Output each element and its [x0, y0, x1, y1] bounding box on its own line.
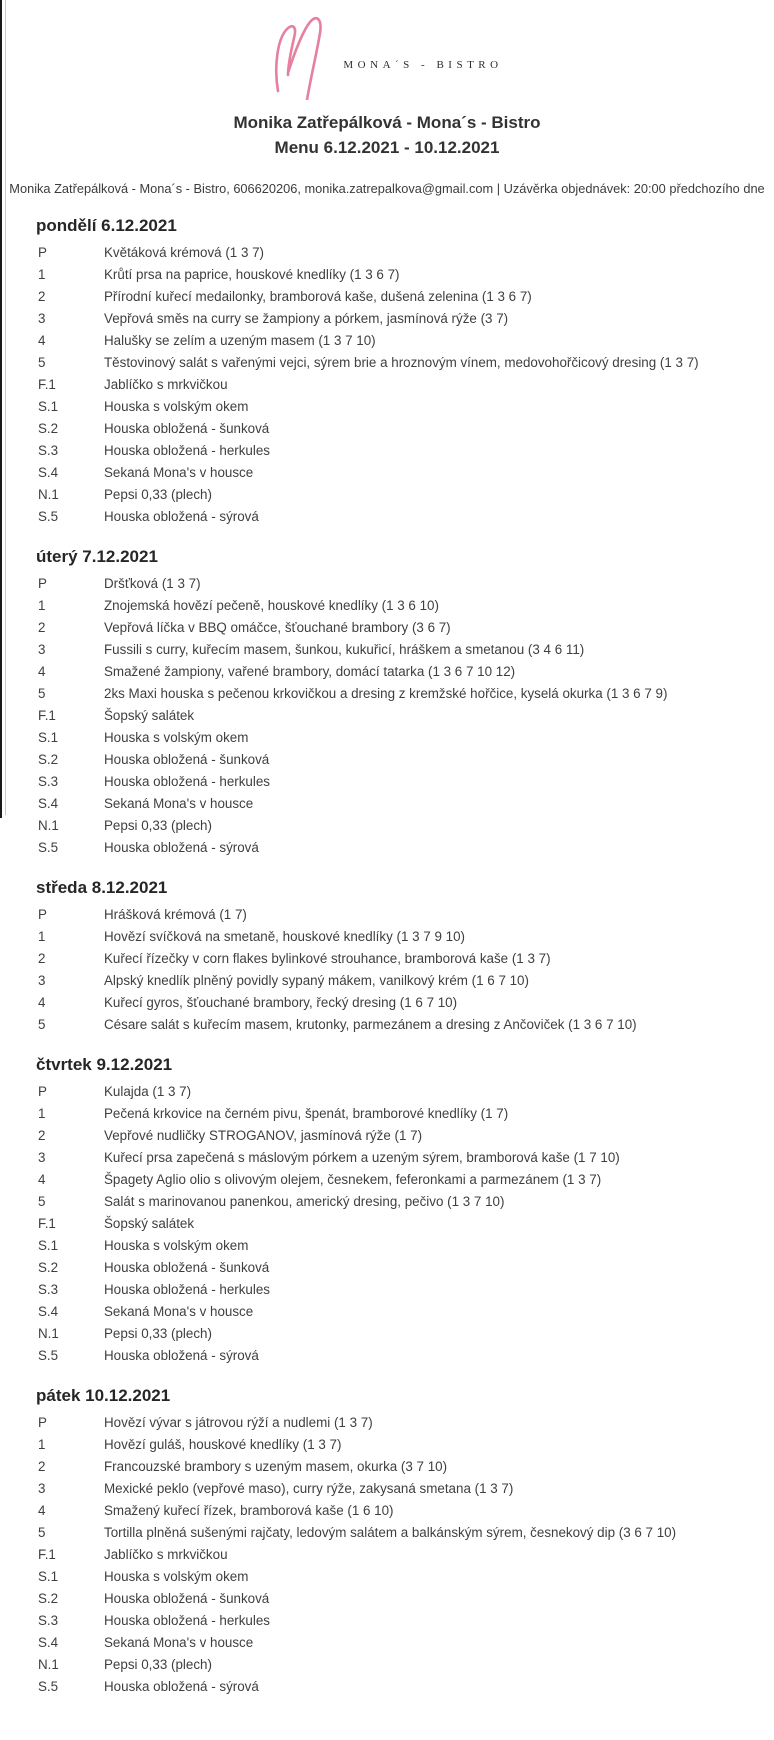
menu-item-row: [36, 1256, 774, 1278]
menu-item-row: [36, 373, 774, 395]
menu-item-text: Houska obložená - sýrová: [104, 1347, 259, 1363]
day-heading: úterý 7.12.2021: [36, 547, 158, 566]
menu-item-code: 3: [38, 641, 46, 657]
menu-item-code: N.1: [38, 1325, 59, 1341]
menu-item-row: [36, 682, 774, 704]
menu-item-text: Salát s marinovanou panenkou, americký dresing, pečivo (1 3 7 10): [104, 1193, 505, 1209]
menu-item-row: [36, 1168, 774, 1190]
menu-item-row: [36, 925, 774, 947]
menu-item-text: Sekaná Mona's v housce: [104, 1303, 254, 1319]
day-heading: čtvrtek 9.12.2021: [36, 1055, 173, 1074]
menu-item-row: [36, 814, 774, 836]
menu-item-code: 2: [38, 950, 46, 966]
menu-item-row: [36, 1653, 774, 1675]
menu-item-row: [36, 1631, 774, 1653]
menu-item-text: Pečená krkovice na černém pivu, špenát, bramborové knedlíky (1 7): [104, 1105, 509, 1121]
menu-item-code: 1: [38, 597, 46, 613]
menu-item-text: Jablíčko s mrkvičkou: [104, 376, 228, 392]
menu-item-code: 4: [38, 663, 46, 679]
menu-item-code: 5: [38, 1016, 46, 1032]
menu-item-code: S.3: [38, 1281, 59, 1297]
menu-item-text: Krůtí prsa na paprice, houskové knedlíky (1 3 6 7): [104, 266, 400, 282]
menu-item-row: [36, 616, 774, 638]
menu-item-code: 3: [38, 310, 46, 326]
menu-item-code: S.1: [38, 398, 59, 414]
menu-item-text: Hovězí guláš, houskové knedlíky (1 3 7): [104, 1436, 342, 1452]
menu-item-code: S.1: [38, 1568, 59, 1584]
menu-item-row: [36, 638, 774, 660]
menu-item-text: Smažené žampiony, vařené brambory, domácí tatarka (1 3 6 7 10 12): [104, 663, 516, 679]
menu-item-code: S.4: [38, 795, 59, 811]
menu-item-code: S.2: [38, 420, 59, 436]
menu-item-code: S.4: [38, 464, 59, 480]
menu-item-code: 4: [38, 1171, 46, 1187]
menu-item-text: Kuřecí prsa zapečená s máslovým pórkem a uzeným sýrem, bramborová kaše (1 7 10): [104, 1149, 620, 1165]
menu-item-row: [36, 1300, 774, 1322]
menu-item-text: Houska obložená - šunková: [104, 1259, 270, 1275]
page-title: Monika Zatřepálková - Mona´s - Bistro: [233, 113, 541, 132]
day-section: [0, 1055, 774, 1366]
menu-item-text: Houska obložená - herkules: [104, 773, 270, 789]
page-edge-line: [0, 0, 2, 818]
menu-item-row: [36, 307, 774, 329]
menu-item-text: Houska s volským okem: [104, 729, 249, 745]
menu-item-text: Kuřecí řízečky v corn flakes bylinkové strouhance, bramborová kaše (1 3 7): [104, 950, 551, 966]
menu-date-range: Menu 6.12.2021 - 10.12.2021: [274, 138, 500, 157]
menu-item-text: Hovězí svíčková na smetaně, houskové knedlíky (1 3 7 9 10): [104, 928, 465, 944]
menu-item-text: Pepsi 0,33 (plech): [104, 1656, 212, 1672]
contact-line: Monika Zatřepálková - Mona´s - Bistro, 606620206, monika.zatrepalkova@gmail.com | Uzávěrka objednávek: 20:00 předchozího dne: [9, 181, 765, 196]
menu-item-code: 1: [38, 266, 46, 282]
menu-item-row: [36, 947, 774, 969]
menu-item-code: P: [38, 1083, 47, 1099]
menu-item-row: [36, 1234, 774, 1256]
menu-item-row: [36, 1278, 774, 1300]
day-rows: [36, 241, 774, 527]
menu-item-row: [36, 1565, 774, 1587]
menu-item-text: Těstovinový salát s vařenými vejci, sýrem brie a hroznovým vínem, medovohořčicový dresing (1 3 7): [104, 354, 699, 370]
menu-item-code: 2: [38, 1127, 46, 1143]
menu-item-text: Špagety Aglio olio s olivovým olejem, česnekem, feferonkami a parmezánem (1 3 7): [104, 1171, 602, 1187]
menu-item-text: Pepsi 0,33 (plech): [104, 817, 212, 833]
menu-item-row: [36, 417, 774, 439]
menu-item-code: 5: [38, 1524, 46, 1540]
menu-item-row: [36, 505, 774, 527]
header: [0, 10, 774, 196]
menu-item-code: S.1: [38, 729, 59, 745]
menu-item-text: Vepřová směs na curry se žampiony a pórkem, jasmínová rýže (3 7): [104, 310, 509, 326]
menu-item-row: [36, 660, 774, 682]
menu-item-text: Sekaná Mona's v housce: [104, 1634, 254, 1650]
menu-item-row: [36, 903, 774, 925]
day-rows: [36, 1411, 774, 1697]
menu-item-code: S.5: [38, 508, 59, 524]
menu-item-text: Jablíčko s mrkvičkou: [104, 1546, 228, 1562]
menu-item-row: [36, 1146, 774, 1168]
menu-item-row: [36, 329, 774, 351]
menu-item-row: [36, 1080, 774, 1102]
menu-item-row: [36, 991, 774, 1013]
menu-item-row: [36, 594, 774, 616]
menu-item-row: [36, 770, 774, 792]
menu-item-code: 3: [38, 972, 46, 988]
day-rows: [36, 903, 774, 1035]
menu-item-text: Houska obložená - herkules: [104, 1281, 270, 1297]
day-section: [0, 878, 774, 1035]
menu-item-code: S.2: [38, 751, 59, 767]
menu-item-code: N.1: [38, 486, 59, 502]
menu-item-code: F.1: [38, 1546, 56, 1562]
menu-item-text: Hrášková krémová (1 7): [104, 906, 247, 922]
menu-item-text: Hovězí vývar s játrovou rýží a nudlemi (1 3 7): [104, 1414, 373, 1430]
menu-item-code: P: [38, 906, 47, 922]
menu-item-text: Přírodní kuřecí medailonky, bramborová kaše, dušená zelenina (1 3 6 7): [104, 288, 532, 304]
menu-item-code: S.2: [38, 1590, 59, 1606]
menu-item-code: 4: [38, 1502, 46, 1518]
menu-item-text: Houska obložená - šunková: [104, 751, 270, 767]
menu-item-row: [36, 1499, 774, 1521]
menu-item-text: Fussili s curry, kuřecím masem, šunkou, kukuřicí, hráškem a smetanou (3 4 6 11): [104, 641, 585, 657]
menu-item-row: [36, 1411, 774, 1433]
menu-item-text: Pepsi 0,33 (plech): [104, 486, 212, 502]
menu-item-text: Houska obložená - sýrová: [104, 839, 259, 855]
menu-item-text: 2ks Maxi houska s pečenou krkovičkou a dresing z kremžské hořčice, kyselá okurka (1 3 6 7 9): [104, 685, 668, 701]
menu-item-code: 5: [38, 685, 46, 701]
menu-item-text: Vepřová líčka v BBQ omáčce, šťouchané brambory (3 6 7): [104, 619, 451, 635]
menu-item-row: [36, 1190, 774, 1212]
menu-item-text: Vepřové nudličky STROGANOV, jasmínová rýže (1 7): [104, 1127, 423, 1143]
menu-item-text: Dršťková (1 3 7): [104, 575, 201, 591]
menu-item-row: [36, 572, 774, 594]
day-section: [0, 547, 774, 858]
menu-item-code: 1: [38, 928, 46, 944]
menu-item-row: [36, 748, 774, 770]
logo-caption: MONA´S - BISTRO: [343, 59, 503, 71]
menu-item-code: P: [38, 244, 47, 260]
day-rows: [36, 1080, 774, 1366]
menu-item-row: [36, 792, 774, 814]
menu-item-code: 1: [38, 1105, 46, 1121]
menu-item-text: Květáková krémová (1 3 7): [104, 244, 265, 260]
menu-item-code: S.3: [38, 1612, 59, 1628]
day-heading: středa 8.12.2021: [36, 878, 168, 897]
menu-item-text: Alpský knedlík plněný povidly sypaný mákem, vanilkový krém (1 6 7 10): [104, 972, 529, 988]
logo: [0, 10, 774, 102]
menu-item-code: S.3: [38, 773, 59, 789]
menu-item-row: [36, 439, 774, 461]
menu-item-row: [36, 1102, 774, 1124]
menu-item-code: 4: [38, 994, 46, 1010]
day-section: [0, 216, 774, 527]
menu-item-row: [36, 1124, 774, 1146]
menu-item-text: Tortilla plněná sušenými rajčaty, ledovým salátem a balkánským sýrem, česnekový dip (3 6 7 10): [104, 1524, 677, 1540]
menu-item-row: [36, 483, 774, 505]
menu-item-row: [36, 1477, 774, 1499]
menu-item-code: S.3: [38, 442, 59, 458]
menu-item-row: [36, 285, 774, 307]
menu-item-row: [36, 263, 774, 285]
menu-item-row: [36, 1543, 774, 1565]
menu-item-text: Mexické peklo (vepřové maso), curry rýže, zakysaná smetana (1 3 7): [104, 1480, 514, 1496]
menu-item-row: [36, 461, 774, 483]
menu-item-code: 3: [38, 1480, 46, 1496]
day-heading: pátek 10.12.2021: [36, 1386, 171, 1405]
menu-item-code: 3: [38, 1149, 46, 1165]
menu-item-text: Šopský salátek: [104, 1215, 195, 1231]
menu-item-row: [36, 969, 774, 991]
menu-item-text: Znojemská hovězí pečeně, houskové knedlíky (1 3 6 10): [104, 597, 439, 613]
day-rows: [36, 572, 774, 858]
menu-item-code: N.1: [38, 1656, 59, 1672]
menu-item-code: 2: [38, 1458, 46, 1474]
menu-item-text: Houska obložená - šunková: [104, 420, 270, 436]
menu-item-row: [36, 1521, 774, 1543]
menu-item-code: F.1: [38, 376, 56, 392]
menu-item-text: Kuřecí gyros, šťouchané brambory, řecký dresing (1 6 7 10): [104, 994, 458, 1010]
day-section: [0, 1386, 774, 1697]
menu-item-row: [36, 704, 774, 726]
menu-item-text: Halušky se zelím a uzeným masem (1 3 7 10): [104, 332, 376, 348]
menu-item-code: S.4: [38, 1634, 59, 1650]
menu-item-row: [36, 1433, 774, 1455]
menu-item-row: [36, 1455, 774, 1477]
menu-item-row: [36, 726, 774, 748]
menu-item-row: [36, 1322, 774, 1344]
menu-days: [0, 216, 774, 1697]
menu-item-code: F.1: [38, 707, 56, 723]
menu-item-code: P: [38, 1414, 47, 1430]
menu-item-text: Sekaná Mona's v housce: [104, 795, 254, 811]
menu-item-code: 5: [38, 354, 46, 370]
menu-item-row: [36, 241, 774, 263]
menu-item-row: [36, 1344, 774, 1366]
monogram-m-icon: [271, 12, 329, 100]
menu-item-code: 2: [38, 619, 46, 635]
menu-item-row: [36, 1609, 774, 1631]
menu-item-code: 5: [38, 1193, 46, 1209]
menu-item-code: 1: [38, 1436, 46, 1452]
menu-item-code: S.4: [38, 1303, 59, 1319]
menu-item-row: [36, 1212, 774, 1234]
menu-item-text: Houska obložená - herkules: [104, 442, 270, 458]
menu-item-text: Houska s volským okem: [104, 398, 249, 414]
menu-item-text: Šopský salátek: [104, 707, 195, 723]
menu-item-code: S.2: [38, 1259, 59, 1275]
menu-item-text: Francouzské brambory s uzeným masem, okurka (3 7 10): [104, 1458, 448, 1474]
menu-item-code: S.5: [38, 839, 59, 855]
menu-item-code: F.1: [38, 1215, 56, 1231]
menu-item-row: [36, 351, 774, 373]
menu-item-row: [36, 1587, 774, 1609]
day-heading: pondělí 6.12.2021: [36, 216, 177, 235]
menu-item-code: N.1: [38, 817, 59, 833]
page-edge-line-light: [5, 0, 6, 815]
menu-item-row: [36, 395, 774, 417]
menu-item-text: Smažený kuřecí řízek, bramborová kaše (1 6 10): [104, 1502, 394, 1518]
menu-item-code: S.5: [38, 1678, 59, 1694]
menu-item-text: Houska s volským okem: [104, 1568, 249, 1584]
menu-item-row: [36, 1013, 774, 1035]
menu-item-text: Pepsi 0,33 (plech): [104, 1325, 212, 1341]
menu-item-text: Houska obložená - sýrová: [104, 1678, 259, 1694]
menu-item-row: [36, 1675, 774, 1697]
menu-item-code: S.1: [38, 1237, 59, 1253]
menu-item-text: Césare salát s kuřecím masem, krutonky, parmezánem a dresing z Ančoviček (1 3 6 7 10): [104, 1016, 637, 1032]
menu-item-row: [36, 836, 774, 858]
menu-item-code: 4: [38, 332, 46, 348]
menu-item-code: 2: [38, 288, 46, 304]
menu-item-text: Houska s volským okem: [104, 1237, 249, 1253]
menu-item-text: Kulajda (1 3 7): [104, 1083, 192, 1099]
menu-item-text: Houska obložená - sýrová: [104, 508, 259, 524]
menu-item-text: Houska obložená - herkules: [104, 1612, 270, 1628]
menu-item-text: Houska obložená - šunková: [104, 1590, 270, 1606]
menu-item-text: Sekaná Mona's v housce: [104, 464, 254, 480]
menu-item-code: S.5: [38, 1347, 59, 1363]
menu-item-code: P: [38, 575, 47, 591]
